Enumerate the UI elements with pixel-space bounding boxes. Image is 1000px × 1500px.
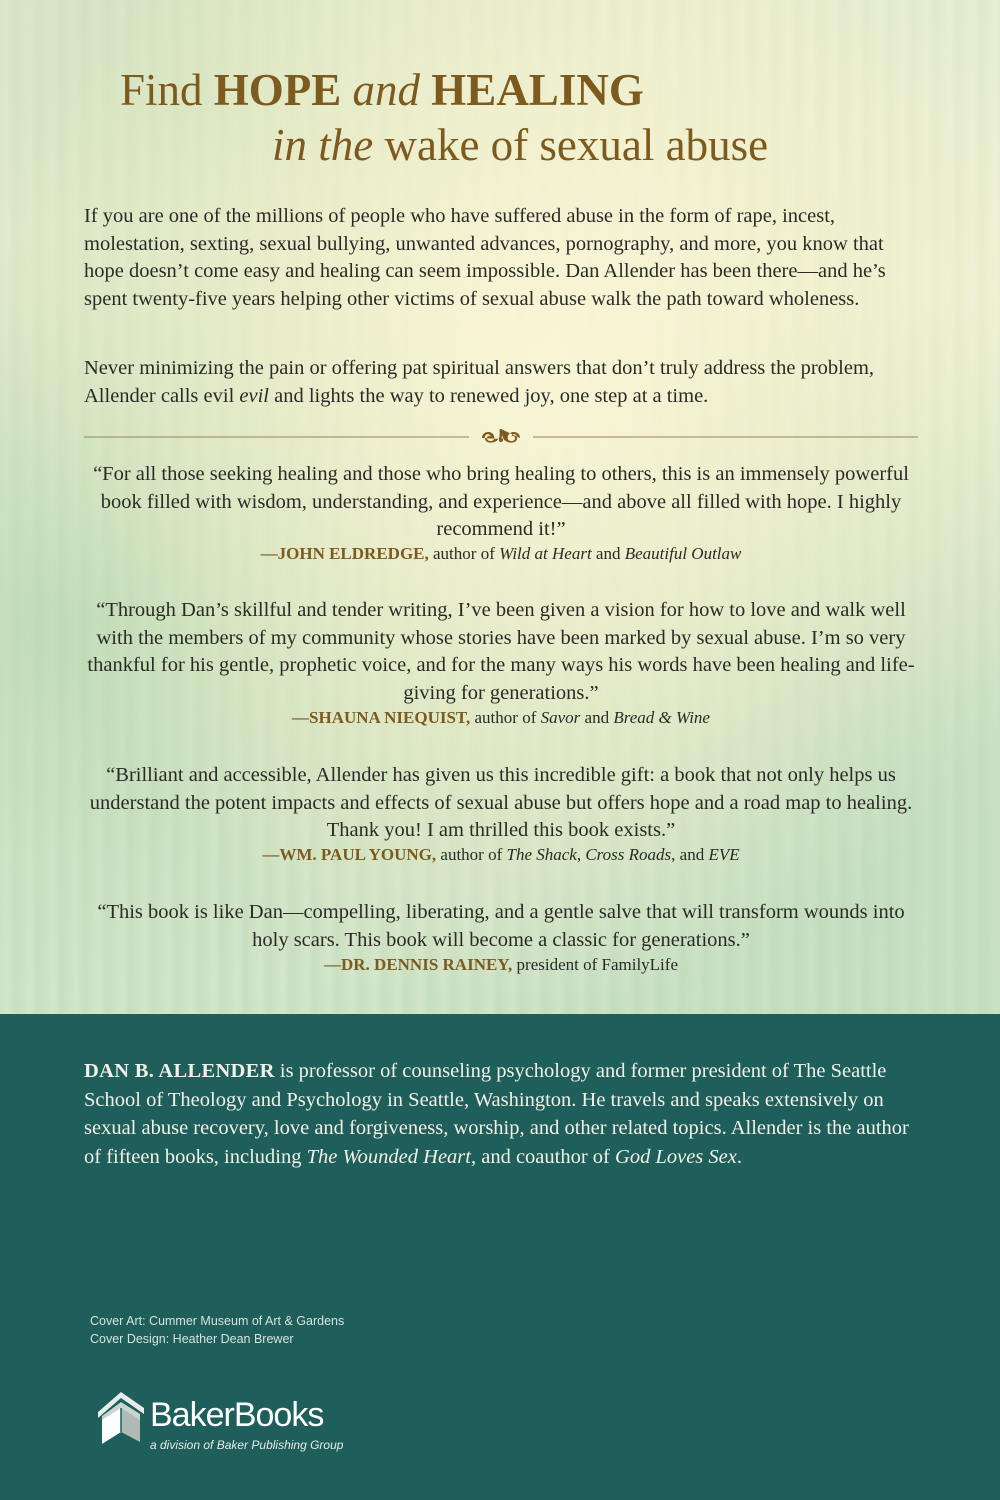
publisher-logo-wordmark: BakerBooks: [150, 1396, 324, 1434]
endorsement-quote-4: “This book is like Dan—compelling, liberating, and a gentle salve that will transform wounds into holy scars. This book will become a classic for generations.”: [97, 901, 905, 951]
publisher-tagline: a division of Baker Publishing Group: [150, 1438, 344, 1452]
ornament-divider: [84, 425, 918, 449]
baker-books-house-icon: [94, 1386, 148, 1444]
intro-paragraph-2: Never minimizing the pain or offering pat spiritual answers that don’t truly address the problem, Allender calls evil evil and lights the way to renewed joy, one step at a time.: [84, 357, 875, 407]
headline-line-1: Find HOPE and HEALING: [120, 65, 644, 115]
endorsement-attribution-2: —SHAUNA NIEQUIST, author of Savor and Bread & Wine: [292, 708, 710, 727]
cover-art-credit: Cover Art: Cummer Museum of Art & Gardens: [90, 1314, 345, 1328]
intro-paragraph-1: If you are one of the millions of people who have suffered abuse in the form of rape, incest, molestation, sexting, sexual bullying, unwanted advances, pornography, and more, you know that hope doesn’t come easy and healing can seem impossible. Dan Allender has been there—and he’s spent twenty-five years helping other victims of sexual abuse walk the path toward wholeness.: [84, 205, 886, 310]
endorsement-quote-1: “For all those seeking healing and those who bring healing to others, this is an immensely powerful book filled with wisdom, understanding, and experience—and above all filled with hope. I highly recommend it!”: [93, 463, 909, 540]
endorsement-quote-2: “Through Dan’s skillful and tender writing, I’ve been given a vision for how to love and walk well with the members of my community whose stories have been marked by sexual abuse. I’m so very thankful for his gentle, prophetic voice, and for the many ways his words have been healing and life-giving for generations.”: [87, 599, 915, 704]
author-bio: DAN B. ALLENDER is professor of counseling psychology and former president of The Seattle School of Theology and Psychology in Seattle, Washington. He travels and speaks extensively on sexual abuse recovery, love and forgiveness, worship, and other related topics. Allender is the author of fifteen books, including The Wounded Heart, and coauthor of God Loves Sex.: [84, 1060, 909, 1168]
endorsement-attribution-3: —WM. PAUL YOUNG, author of The Shack, Cross Roads, and EVE: [262, 845, 740, 864]
cover-design-credit: Cover Design: Heather Dean Brewer: [90, 1332, 294, 1346]
endorsement-attribution-4: —DR. DENNIS RAINEY, president of FamilyLife: [323, 955, 678, 974]
endorsement-quote-3: “Brilliant and accessible, Allender has given us this incredible gift: a book that not only helps us understand the potent impacts and effects of sexual abuse but offers hope and a road map to healing. Thank you! I am thrilled this book exists.”: [89, 764, 913, 841]
headline-line-2: in the wake of sexual abuse: [272, 120, 769, 170]
endorsement-attribution-1: —JOHN ELDREDGE, author of Wild at Heart and Beautiful Outlaw: [260, 544, 742, 563]
fleuron-ornament-icon: [482, 429, 520, 443]
